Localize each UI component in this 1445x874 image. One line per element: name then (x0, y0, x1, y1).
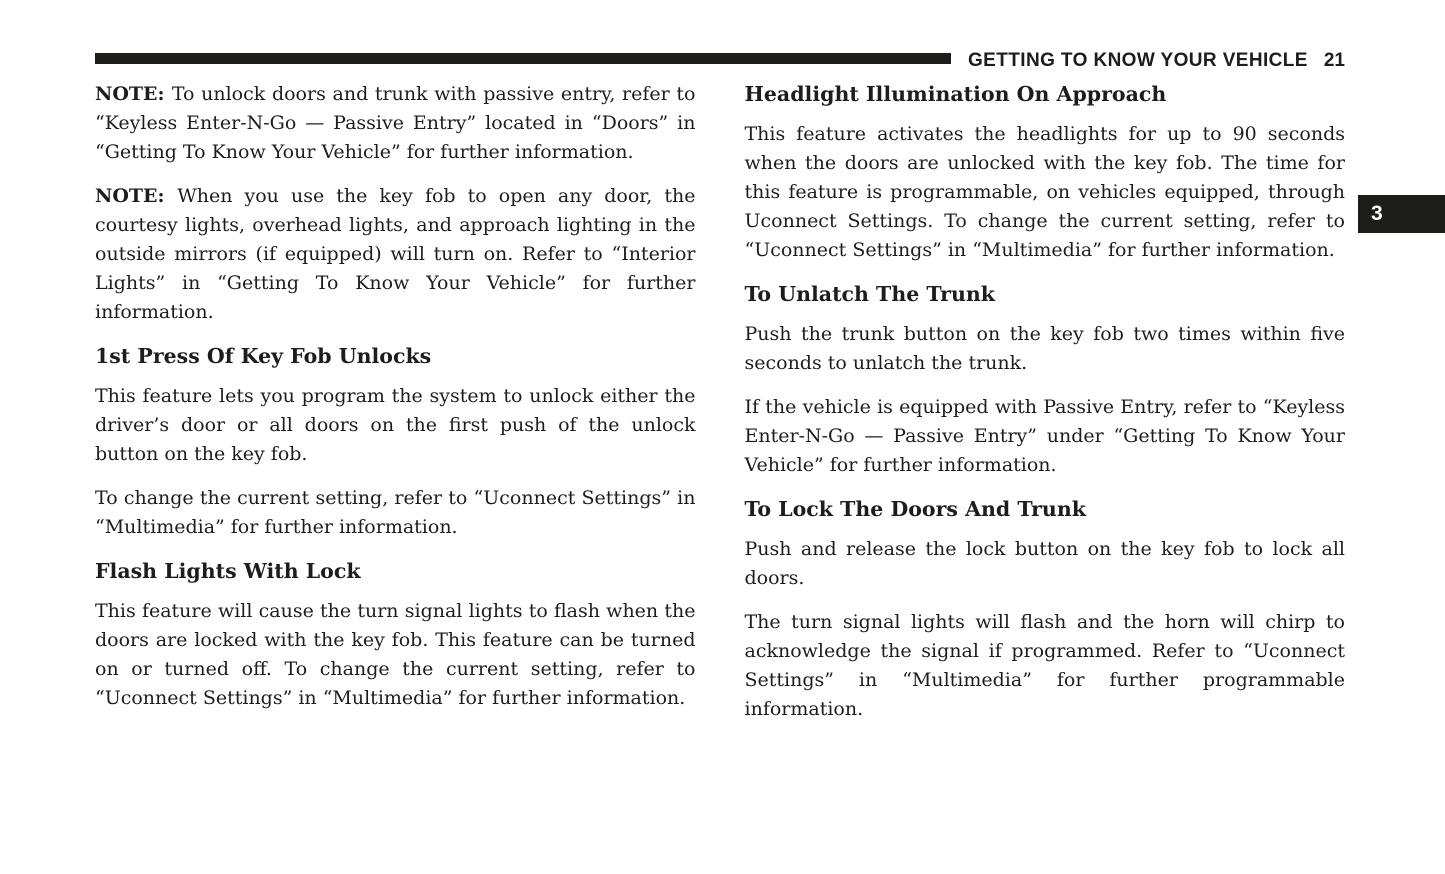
section-heading: To Lock The Doors And Trunk (744, 497, 1086, 521)
body-paragraph: This feature will cause the turn signal lights to flash when the doors are locked with the key fob. This feature can be turned on or turned off. To change the current setting, refer to “Uconnect Settings” in “Multimedia” for further information. (95, 600, 696, 709)
body-paragraph: To change the current setting, refer to “Uconnect Settings” in “Multimedia” for further information. (95, 487, 696, 538)
note-label: NOTE: (95, 83, 172, 105)
section-heading: Headlight Illumination On Approach (744, 82, 1167, 106)
body-paragraph: This feature lets you program the system to unlock either the driver’s door or all doors on the first push of the unlock button on the key fob. (95, 385, 696, 465)
body-paragraph: Push the trunk button on the key fob two times within five seconds to unlatch the trunk. (744, 323, 1345, 374)
section-heading: Flash Lights With Lock (95, 559, 361, 583)
note-paragraph: NOTE: To unlock doors and trunk with passive entry, refer to “Keyless Enter-N-Go — Passive Entry” located in “Doors” in “Getting To Know Your Vehicle” for further information. (95, 83, 696, 163)
section-heading: 1st Press Of Key Fob Unlocks (95, 344, 432, 368)
body-paragraph: If the vehicle is equipped with Passive Entry, refer to “Keyless Enter-N-Go — Passive Entry” under “Getting To Know Your Vehicle” for further information. (744, 396, 1345, 476)
note-label: NOTE: (95, 185, 178, 207)
chapter-tab (1358, 195, 1445, 233)
body-paragraph: Push and release the lock button on the key fob to lock all doors. (744, 538, 1345, 589)
section-heading: To Unlatch The Trunk (744, 282, 995, 306)
note-paragraph: NOTE: When you use the key fob to open any door, the courtesy lights, overhead lights, and approach lighting in the outside mirrors (if equipped) will turn on. Refer to “Interior Lights” in “Getting To Know Your Vehicle” for further information. (95, 185, 696, 323)
right-column (745, 80, 1346, 739)
body-paragraph: This feature activates the headlights for up to 90 seconds when the doors are unlocked with the key fob. The time for this feature is programmable, on vehicles equipped, through Uconnect Settings. To change the current setting, refer to “Uconnect Settings” in “Multimedia” for further information. (744, 123, 1345, 261)
page-header (968, 50, 1345, 72)
page-number: 21 (1323, 50, 1345, 71)
header-rule (95, 53, 951, 64)
page-title: GETTING TO KNOW YOUR VEHICLE (968, 50, 1308, 71)
chapter-tab-number: 3 (1371, 202, 1383, 225)
text-columns (95, 80, 1345, 739)
left-column (95, 80, 696, 739)
body-paragraph: The turn signal lights will flash and the horn will chirp to acknowledge the signal if programmed. Refer to “Uconnect Settings” in “Multimedia” for further programmable information. (744, 611, 1345, 720)
